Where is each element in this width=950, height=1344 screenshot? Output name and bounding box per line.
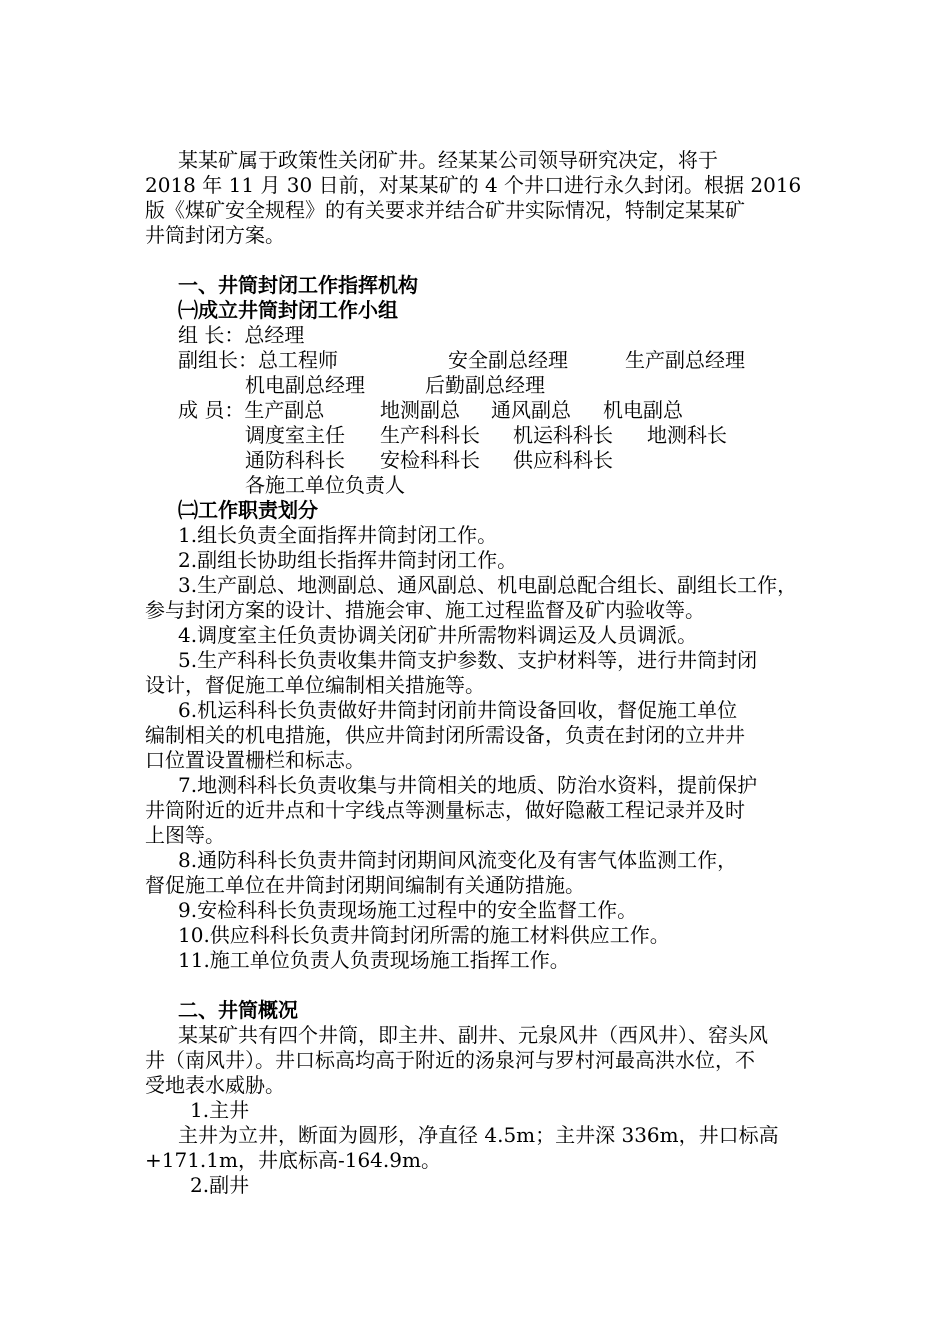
member-item: 地测科长 bbox=[647, 423, 727, 447]
section-1-heading: 一、井筒封闭工作指挥机构 bbox=[178, 273, 418, 297]
main-shaft-title: 1.主井 bbox=[190, 1098, 250, 1122]
duty-5-line-1: 5.生产科科长负责收集井筒支护参数、支护材料等，进行井筒封闭 bbox=[178, 648, 758, 672]
duty-11: 11.施工单位负责人负责现场施工指挥工作。 bbox=[178, 948, 570, 972]
member-item: 通防科科长 bbox=[245, 448, 345, 472]
deputy-item: 总工程师 bbox=[258, 348, 338, 372]
duty-8-line-2: 督促施工单位在井筒封闭期间编制有关通防措施。 bbox=[145, 873, 585, 897]
deputy-label: 副组长： bbox=[178, 348, 258, 372]
intro-line-4: 井筒封闭方案。 bbox=[145, 223, 285, 247]
member-item: 生产副总 bbox=[244, 398, 325, 422]
intro-line-3: 版《煤矿安全规程》的有关要求并结合矿井实际情况，特制定某某矿 bbox=[145, 198, 745, 222]
leader-row bbox=[178, 323, 304, 348]
duty-9: 9.安检科科长负责现场施工过程中的安全监督工作。 bbox=[178, 898, 638, 922]
member-item: 通风副总 bbox=[491, 398, 571, 422]
section-2-heading: 二、井筒概况 bbox=[178, 998, 298, 1022]
duty-5-line-2: 设计，督促施工单位编制相关措施等。 bbox=[145, 673, 485, 697]
deputy-item: 后勤副总经理 bbox=[425, 373, 545, 397]
duty-6-line-2: 编制相关的机电措施，供应井筒封闭所需设备，负责在封闭的立井井 bbox=[145, 723, 745, 747]
member-item: 调度室主任 bbox=[245, 423, 345, 447]
duty-7-line-2: 井筒附近的近井点和十字线点等测量标志，做好隐蔽工程记录并及时 bbox=[145, 798, 745, 822]
duty-6-line-3: 口位置设置栅栏和标志。 bbox=[145, 748, 365, 772]
duty-7-line-1: 7.地测科科长负责收集与井筒相关的地质、防治水资料，提前保护 bbox=[178, 773, 758, 797]
subsection-1-heading: ㈠成立井筒封闭工作小组 bbox=[178, 298, 398, 322]
main-shaft-line-2: +171.1m，井底标高-164.9m。 bbox=[145, 1148, 441, 1172]
aux-shaft-title: 2.副井 bbox=[190, 1173, 250, 1197]
duty-1: 1.组长负责全面指挥井筒封闭工作。 bbox=[178, 523, 498, 547]
duty-3-line-2: 参与封闭方案的设计、措施会审、施工过程监督及矿内验收等。 bbox=[145, 598, 705, 622]
member-item: 供应科科长 bbox=[513, 448, 613, 472]
duty-3-line-1: 3.生产副总、地测副总、通风副总、机电副总配合组长、副组长工作， bbox=[178, 573, 798, 597]
subsection-2-heading: ㈡工作职责划分 bbox=[178, 498, 318, 522]
members-row-4: 各施工单位负责人 bbox=[245, 473, 405, 497]
duty-4: 4.调度室主任负责协调关闭矿井所需物料调运及人员调派。 bbox=[178, 623, 698, 647]
members-row-3 bbox=[245, 448, 845, 473]
duty-2: 2.副组长协助组长指挥井筒封闭工作。 bbox=[178, 548, 518, 572]
members-label: 成 员： bbox=[178, 398, 245, 422]
members-row-2 bbox=[245, 423, 845, 448]
member-item: 机电副总 bbox=[603, 398, 683, 422]
duty-7-line-3: 上图等。 bbox=[145, 823, 225, 847]
overview-line-1: 某某矿共有四个井筒，即主井、副井、元泉风井（西风井）、窑头风 bbox=[178, 1023, 768, 1047]
overview-line-2: 井（南风井）。井口标高均高于附近的汤泉河与罗村河最高洪水位，不 bbox=[145, 1048, 755, 1072]
member-item: 生产科科长 bbox=[380, 423, 480, 447]
members-row-1 bbox=[178, 398, 878, 423]
intro-line-2: 2018 年 11 月 30 日前，对某某矿的 4 个井口进行永久封闭。根据 2016 bbox=[145, 173, 802, 197]
member-item: 安检科科长 bbox=[380, 448, 480, 472]
duty-10: 10.供应科科长负责井筒封闭所需的施工材料供应工作。 bbox=[178, 923, 670, 947]
member-item: 机运科科长 bbox=[513, 423, 613, 447]
main-shaft-line-1: 主井为立井，断面为圆形，净直径 4.5m；主井深 336m，井口标高 bbox=[178, 1123, 779, 1147]
deputy-item: 生产副总经理 bbox=[625, 348, 745, 372]
intro-line-1: 某某矿属于政策性关闭矿井。经某某公司领导研究决定，将于 bbox=[178, 148, 718, 172]
duty-8-line-1: 8.通防科科长负责井筒封闭期间风流变化及有害气体监测工作， bbox=[178, 848, 738, 872]
deputy-item: 机电副总经理 bbox=[245, 373, 365, 397]
deputy-item: 安全副总经理 bbox=[448, 348, 568, 372]
duty-6-line-1: 6.机运科科长负责做好井筒封闭前井筒设备回收，督促施工单位 bbox=[178, 698, 738, 722]
member-item: 地测副总 bbox=[380, 398, 460, 422]
overview-line-3: 受地表水威胁。 bbox=[145, 1073, 285, 1097]
deputy-row-1 bbox=[178, 348, 878, 373]
leader-label: 组 长： bbox=[178, 323, 245, 347]
leader-value: 总经理 bbox=[244, 323, 305, 347]
deputy-row-2 bbox=[245, 373, 845, 398]
